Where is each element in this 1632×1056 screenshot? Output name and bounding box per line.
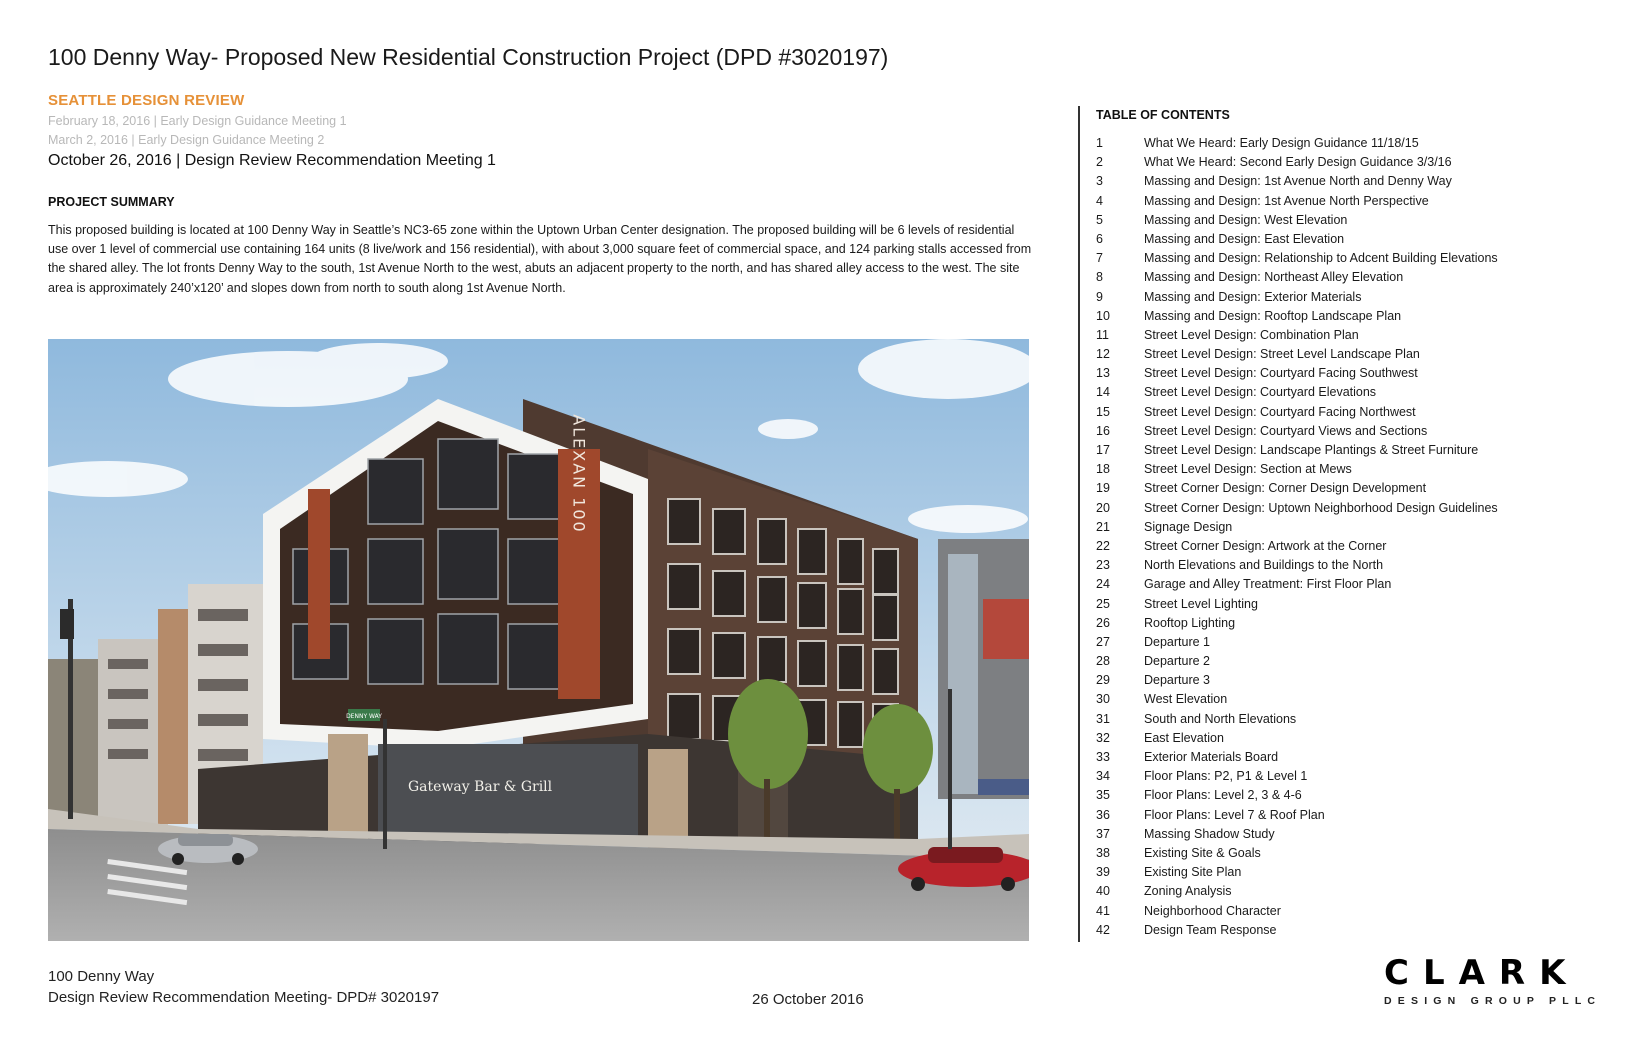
toc-item-number: 1 bbox=[1096, 136, 1103, 150]
logo-subtitle: DESIGN GROUP PLLC bbox=[1384, 995, 1602, 1007]
toc-item-label: Street Level Design: Combination Plan bbox=[1144, 327, 1359, 342]
toc-item-number: 29 bbox=[1096, 673, 1110, 688]
toc-item-label: Existing Site & Goals bbox=[1144, 845, 1261, 860]
toc-item-label: Street Level Design: Courtyard Facing Northwest bbox=[1144, 404, 1416, 419]
toc-item-number: 35 bbox=[1096, 788, 1110, 803]
toc-item-number: 2 bbox=[1096, 155, 1103, 170]
toc-item bbox=[1096, 844, 1616, 863]
toc-item-label: Massing and Design: Northeast Alley Elevation bbox=[1144, 270, 1404, 285]
toc-item-label: Street Corner Design: Corner Design Development bbox=[1144, 481, 1427, 496]
toc-item bbox=[1096, 825, 1616, 844]
toc-item-label: Massing and Design: 1st Avenue North and Denny Way bbox=[1144, 174, 1452, 189]
toc-item bbox=[1096, 134, 1616, 153]
page-title: 100 Denny Way- Proposed New Residential Construction Project (DPD #3020197) bbox=[48, 44, 889, 70]
toc-list bbox=[1096, 134, 1616, 940]
toc-item bbox=[1096, 211, 1616, 230]
toc-item bbox=[1096, 518, 1616, 537]
toc-item bbox=[1096, 767, 1616, 786]
toc-item bbox=[1096, 671, 1616, 690]
toc-heading: TABLE OF CONTENTS bbox=[1096, 108, 1230, 122]
toc-item-number: 36 bbox=[1096, 807, 1110, 822]
toc-item-number: 6 bbox=[1096, 231, 1103, 246]
toc-item bbox=[1096, 288, 1616, 307]
toc-item-number: 11 bbox=[1096, 327, 1109, 342]
toc-item bbox=[1096, 575, 1616, 594]
review-heading: SEATTLE DESIGN REVIEW bbox=[48, 92, 245, 109]
toc-item bbox=[1096, 422, 1616, 441]
building-rendering bbox=[48, 339, 1029, 941]
street-sign: DENNY WAY bbox=[346, 713, 382, 720]
toc-item-number: 12 bbox=[1096, 347, 1110, 362]
toc-item bbox=[1096, 364, 1616, 383]
toc-item-label: Rooftop Lighting bbox=[1144, 615, 1236, 630]
toc-item-label: Floor Plans: Level 7 & Roof Plan bbox=[1144, 807, 1325, 822]
toc-item-number: 42 bbox=[1096, 922, 1110, 937]
toc-item bbox=[1096, 882, 1616, 901]
traffic-pole-right bbox=[948, 689, 952, 849]
toc-item-number: 8 bbox=[1096, 270, 1103, 285]
toc-item-number: 30 bbox=[1096, 692, 1110, 707]
toc-item-label: What We Heard: Second Early Design Guidance 3/3/16 bbox=[1144, 155, 1452, 170]
toc-item bbox=[1096, 921, 1616, 940]
toc-item-label: Existing Site Plan bbox=[1144, 865, 1242, 880]
toc-item-number: 7 bbox=[1096, 251, 1103, 266]
toc-item-label: Design Team Response bbox=[1144, 922, 1277, 937]
toc-item bbox=[1096, 403, 1616, 422]
toc-item-number: 24 bbox=[1096, 577, 1110, 592]
toc-item bbox=[1096, 537, 1616, 556]
toc-item-label: Neighborhood Character bbox=[1144, 903, 1281, 918]
toc-item bbox=[1096, 307, 1616, 326]
toc-item-label: Massing and Design: East Elevation bbox=[1144, 231, 1345, 246]
toc-item-label: Zoning Analysis bbox=[1144, 884, 1232, 899]
toc-item bbox=[1096, 729, 1616, 748]
toc-item-number: 13 bbox=[1096, 366, 1110, 381]
toc-item bbox=[1096, 806, 1616, 825]
toc-item bbox=[1096, 902, 1616, 921]
toc-item bbox=[1096, 710, 1616, 729]
toc-item-label: Departure 3 bbox=[1144, 673, 1211, 688]
toc-item bbox=[1096, 863, 1616, 882]
toc-item bbox=[1096, 153, 1616, 172]
footer-meeting: Design Review Recommendation Meeting- DPD# 3020197 bbox=[48, 989, 440, 1006]
toc-item-label: Signage Design bbox=[1144, 519, 1233, 534]
toc-item-label: Floor Plans: Level 2, 3 & 4-6 bbox=[1144, 788, 1302, 803]
toc-item-number: 10 bbox=[1096, 308, 1110, 323]
toc-item-label: Street Level Design: Courtyard Views and Sections bbox=[1144, 423, 1428, 438]
toc-item-number: 9 bbox=[1096, 289, 1103, 304]
toc-item-label: Street Corner Design: Artwork at the Corner bbox=[1144, 538, 1387, 553]
toc-item-label: Massing and Design: Relationship to Adcent Building Elevations bbox=[1144, 251, 1498, 266]
traffic-pole-center bbox=[383, 719, 387, 849]
toc-item bbox=[1096, 345, 1616, 364]
toc-item-number: 20 bbox=[1096, 500, 1110, 515]
toc-item bbox=[1096, 268, 1616, 287]
toc-item-label: Massing and Design: Rooftop Landscape Plan bbox=[1144, 308, 1402, 323]
toc-item-number: 37 bbox=[1096, 826, 1110, 841]
toc-item-label: Exterior Materials Board bbox=[1144, 750, 1279, 764]
toc-item bbox=[1096, 595, 1616, 614]
toc-item-number: 31 bbox=[1096, 711, 1110, 726]
toc-item-number: 3 bbox=[1096, 174, 1103, 189]
toc-item-number: 40 bbox=[1096, 884, 1110, 899]
toc-item-number: 14 bbox=[1096, 385, 1110, 400]
storefront-sign: Gateway Bar & Grill bbox=[408, 779, 553, 795]
toc-item-label: Street Level Design: Street Level Landscape Plan bbox=[1144, 347, 1420, 362]
toc-item-number: 19 bbox=[1096, 481, 1110, 496]
toc-item-number: 28 bbox=[1096, 654, 1110, 669]
toc-item bbox=[1096, 614, 1616, 633]
toc-item-number: 41 bbox=[1096, 903, 1110, 918]
meeting-date-1: February 18, 2016 | Early Design Guidance Meeting 1 bbox=[48, 114, 347, 128]
toc-item-number: 32 bbox=[1096, 730, 1110, 745]
toc-item-number: 4 bbox=[1096, 193, 1103, 208]
toc-item-label: Massing Shadow Study bbox=[1144, 826, 1275, 841]
toc-item-number: 23 bbox=[1096, 558, 1110, 573]
vertical-sign: ALEXAN 100 bbox=[569, 414, 589, 534]
toc-item-label: Departure 2 bbox=[1144, 654, 1211, 669]
toc-item bbox=[1096, 172, 1616, 191]
toc-item-label: Massing and Design: West Elevation bbox=[1144, 212, 1348, 227]
summary-text: This proposed building is located at 100 Denny Way in Seattle’s NC3-65 zone within the Uptown Urban Center designation. The proposed building will be 6 levels of residential use over 1 level of commercial use containing 164 units (8 live/work and 156 residential), with about 3,000 square feet of commercial space, and 124 parking stalls accessed from the shared alley. The lot fronts Denny Way to the south, 1st Avenue North to the west, abuts an adjacent property to the north, and has shared alley access to the west. The site area is approximately 240’x120’ and slopes down from north to south along 1st Avenue North. bbox=[48, 223, 1032, 295]
toc-item bbox=[1096, 249, 1616, 268]
toc-item-label: What We Heard: Early Design Guidance 11/18/15 bbox=[1144, 136, 1419, 150]
toc-item bbox=[1096, 192, 1616, 211]
current-meeting: October 26, 2016 | Design Review Recommendation Meeting 1 bbox=[48, 152, 496, 169]
toc-item-number: 18 bbox=[1096, 462, 1110, 477]
footer-project-name: 100 Denny Way bbox=[48, 968, 155, 985]
toc-item bbox=[1096, 556, 1616, 575]
toc-item-label: North Elevations and Buildings to the North bbox=[1144, 558, 1384, 573]
toc-item-label: Street Level Design: Courtyard Facing Southwest bbox=[1144, 366, 1418, 381]
toc-item-number: 26 bbox=[1096, 615, 1110, 630]
toc-item-number: 17 bbox=[1096, 443, 1110, 457]
toc-item bbox=[1096, 633, 1616, 652]
toc-item-label: Street Level Design: Courtyard Elevations bbox=[1144, 385, 1377, 400]
toc-item-label: Street Level Lighting bbox=[1144, 596, 1258, 611]
logo-word: CLARK bbox=[1384, 953, 1580, 993]
toc-item-label: Street Corner Design: Uptown Neighborhood Design Guidelines bbox=[1144, 500, 1498, 515]
toc-item-number: 34 bbox=[1096, 769, 1110, 784]
toc-item-label: Street Level Design: Landscape Plantings & Street Furniture bbox=[1144, 443, 1479, 457]
toc-item-number: 22 bbox=[1096, 538, 1110, 553]
clark-logo bbox=[1384, 953, 1602, 1007]
toc-item bbox=[1096, 326, 1616, 345]
toc-item-label: Massing and Design: Exterior Materials bbox=[1144, 289, 1362, 304]
toc-item bbox=[1096, 479, 1616, 498]
toc-item-label: Departure 1 bbox=[1144, 634, 1211, 649]
toc-item bbox=[1096, 460, 1616, 479]
toc-item-label: West Elevation bbox=[1144, 692, 1228, 707]
toc-item bbox=[1096, 652, 1616, 671]
toc-item-number: 16 bbox=[1096, 423, 1110, 438]
toc-item bbox=[1096, 748, 1616, 767]
toc-item-label: Street Level Design: Section at Mews bbox=[1144, 462, 1352, 477]
toc-item bbox=[1096, 230, 1616, 249]
toc-item-label: Garage and Alley Treatment: First Floor Plan bbox=[1144, 577, 1392, 592]
toc-item bbox=[1096, 690, 1616, 709]
toc-item-number: 15 bbox=[1096, 404, 1110, 419]
toc-item-number: 33 bbox=[1096, 750, 1110, 764]
toc-item-number: 5 bbox=[1096, 212, 1103, 227]
toc-item bbox=[1096, 499, 1616, 518]
meeting-date-2: March 2, 2016 | Early Design Guidance Meeting 2 bbox=[48, 133, 325, 147]
toc-item bbox=[1096, 786, 1616, 805]
toc-item-label: East Elevation bbox=[1144, 730, 1224, 745]
summary-heading: PROJECT SUMMARY bbox=[48, 195, 175, 209]
toc-item-number: 21 bbox=[1096, 519, 1110, 534]
toc-item-label: Massing and Design: 1st Avenue North Perspective bbox=[1144, 193, 1429, 208]
toc-item-number: 39 bbox=[1096, 865, 1110, 880]
footer-date: 26 October 2016 bbox=[752, 991, 864, 1008]
toc-item-number: 25 bbox=[1096, 596, 1110, 611]
column-divider bbox=[1078, 106, 1080, 942]
toc-item-label: Floor Plans: P2, P1 & Level 1 bbox=[1144, 769, 1308, 784]
toc-item-number: 27 bbox=[1096, 634, 1110, 649]
toc-item-number: 38 bbox=[1096, 845, 1110, 860]
toc-item-label: South and North Elevations bbox=[1144, 711, 1297, 726]
toc-item bbox=[1096, 441, 1616, 460]
toc-item bbox=[1096, 383, 1616, 402]
